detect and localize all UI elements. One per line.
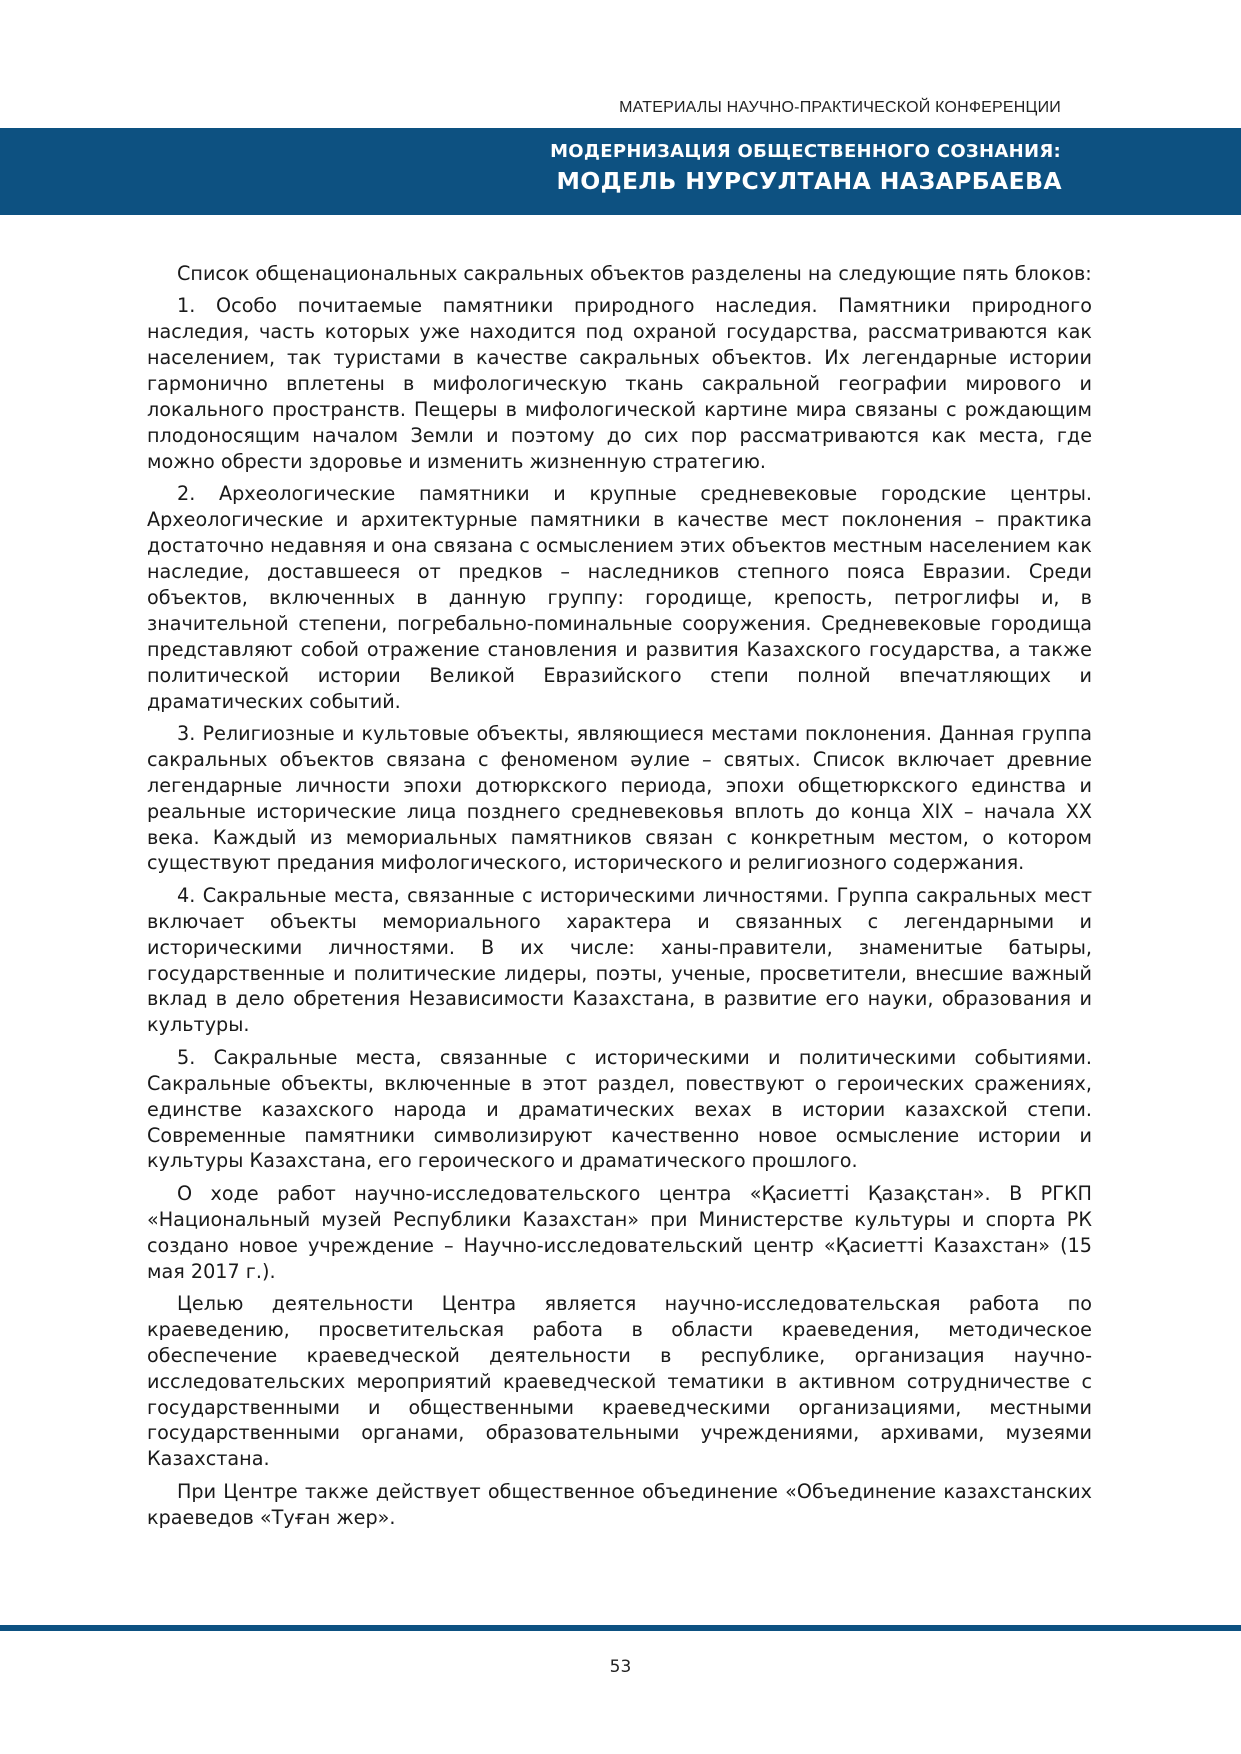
- paragraph: О ходе работ научно-исследовательского центра «Қасиетті Қазақстан». В РГКП «Национальный музей Республики Казахстан» при Министерстве культуры и спорта РК создано новое учреждение – Научно-исследовательский центр «Қасиетті Казахстан» (15 мая 2017 г.).: [147, 1181, 1092, 1283]
- banner-subtitle: МОДЕРНИЗАЦИЯ ОБЩЕСТВЕННОГО СОЗНАНИЯ:: [550, 141, 1061, 162]
- paragraph: Целью деятельности Центра является научно-исследовательская работа по краеведению, просветительская работа в области краеведения, методическое обеспечение краеведческой деятельности в республике, организация научно-исследовательских мероприятий краеведческой тематики в активном сотрудничестве с государственными и общественными краеведческими организациями, местными государственными органами, образовательными учреждениями, архивами, музеями Казахстана.: [147, 1291, 1092, 1471]
- page-number: 53: [609, 1657, 632, 1677]
- article-body: [147, 261, 1092, 1537]
- paragraph: 2. Археологические памятники и крупные средневековые городские центры. Археологические и архитектурные памятники в качестве мест поклонения – практика достаточно недавняя и она связана с осмыслением этих объектов местным населением как наследие, доставшееся от предков – наследников степного пояса Евразии. Среди объектов, включенных в данную группу: городище, крепость, петроглифы и, в значительной степени, погребально-поминальные сооружения. Средневековые городища представляют собой отражение становления и развития Казахского государства, а также политической истории Великой Евразийского степи полной впечатляющих и драматических событий.: [147, 482, 1092, 713]
- paragraph: 3. Религиозные и культовые объекты, являющиеся местами поклонения. Данная группа сакральных объектов связана с феноменом әулие – святых. Список включает древние легендарные личности эпохи дотюркского периода, эпохи общетюркского единства и реальные исторические лица позднего средневековья вплоть до конца XIX – начала XX века. Каждый из мемориальных памятников связан с конкретным местом, о котором существуют предания мифологического, исторического и религиозного содержания.: [147, 721, 1092, 875]
- paragraph: 4. Сакральные места, связанные с историческими личностями. Группа сакральных мест включает объекты мемориального характера и связанных с легендарными и историческими личностями. В их числе: ханы-правители, знаменитые батыры, государственные и политические лидеры, поэты, ученые, просветители, внесшие важный вклад в дело обретения Независимости Казахстана, в развитие его науки, образования и культуры.: [147, 883, 1092, 1037]
- paragraph: При Центре также действует общественное объединение «Объединение казахстанских краеведов «Туған жер».: [147, 1479, 1092, 1529]
- paragraph: Список общенациональных сакральных объектов разделены на следующие пять блоков:: [177, 262, 1092, 285]
- conference-title: МАТЕРИАЛЫ НАУЧНО-ПРАКТИЧЕСКОЙ КОНФЕРЕНЦИИ: [619, 99, 1061, 116]
- banner-title: МОДЕЛЬ НУРСУЛТАНА НАЗАРБАЕВА: [556, 167, 1062, 195]
- paragraph: 5. Сакральные места, связанные с историческими и политическими событиями. Сакральные объекты, включенные в этот раздел, повествуют о героических сражениях, единстве казахского народа и драматических вехах в истории казахской степи. Современные памятники символизируют качественно новое осмысление истории и культуры Казахстана, его героического и драматического прошлого.: [147, 1045, 1092, 1173]
- paragraph: 1. Особо почитаемые памятники природного наследия. Памятники природного наследия, часть которых уже находится под охраной государства, рассматриваются как населением, так туристами в качестве сакральных объектов. Их легендарные истории гармонично вплетены в мифологическую ткань сакральной географии мирового и локального пространств. Пещеры в мифологической картине мира связаны с рождающим плодоносящим началом Земли и поэтому до сих пор рассматриваются как места, где можно обрести здоровье и изменить жизненную стратегию.: [147, 294, 1092, 473]
- footer-divider: [0, 1625, 1241, 1631]
